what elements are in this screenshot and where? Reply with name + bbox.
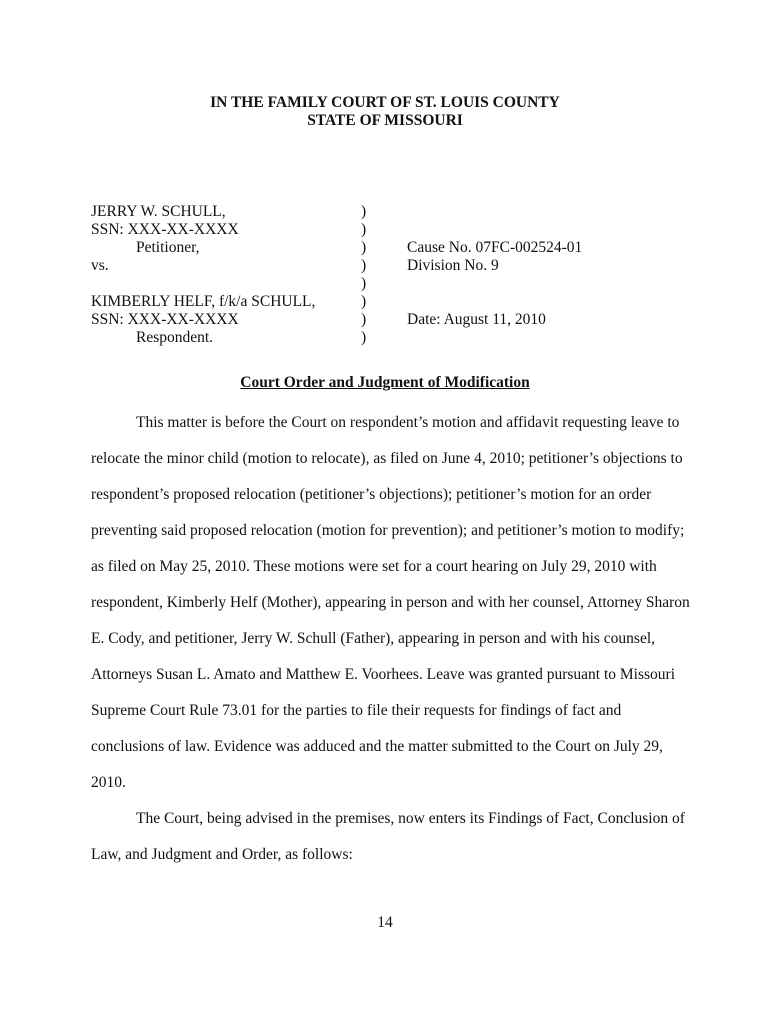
caption-paren: ) <box>361 275 367 292</box>
body-line: E. Cody, and petitioner, Jerry W. Schull (Father), appearing in person and with his counsel, <box>91 630 656 647</box>
petitioner-role: Petitioner, <box>136 239 200 256</box>
body-line: conclusions of law. Evidence was adduced and the matter submitted to the Court on July 29, <box>91 738 663 755</box>
caption-paren: ) <box>361 311 367 328</box>
respondent-name: KIMBERLY HELF, f/k/a SCHULL, <box>91 293 316 310</box>
body-line: relocate the minor child (motion to relocate), as filed on June 4, 2010; petitioner’s objections to <box>91 450 683 467</box>
body-line: Attorneys Susan L. Amato and Matthew E. Voorhees. Leave was granted pursuant to Missouri <box>91 666 676 683</box>
page-number: 14 <box>377 914 393 931</box>
caption-paren: ) <box>361 257 367 274</box>
respondent-role: Respondent. <box>136 329 214 346</box>
body-line: This matter is before the Court on respondent’s motion and affidavit requesting leave to <box>136 414 680 431</box>
body-line: respondent’s proposed relocation (petitioner’s objections); petitioner’s motion for an order <box>91 486 652 503</box>
caption-paren: ) <box>361 203 367 220</box>
court-heading-line1: IN THE FAMILY COURT OF ST. LOUIS COUNTY <box>210 94 560 111</box>
order-date: Date: August 11, 2010 <box>407 311 546 328</box>
caption-paren: ) <box>361 293 367 310</box>
caption-paren: ) <box>361 221 367 238</box>
cause-number: Cause No. 07FC-002524-01 <box>407 239 583 256</box>
versus-label: vs. <box>91 257 109 274</box>
body-line: 2010. <box>91 774 126 791</box>
body-line: Law, and Judgment and Order, as follows: <box>91 846 353 863</box>
body-line: The Court, being advised in the premises, now enters its Findings of Fact, Conclusion of <box>136 810 685 827</box>
body-line: Supreme Court Rule 73.01 for the parties to file their requests for findings of fact and <box>91 702 622 719</box>
body-line: preventing said proposed relocation (motion for prevention); and petitioner’s motion to modify; <box>91 522 685 539</box>
respondent-ssn: SSN: XXX-XX-XXXX <box>91 311 239 328</box>
body-line: respondent, Kimberly Helf (Mother), appearing in person and with her counsel, Attorney Sharon <box>91 594 690 611</box>
document-title: Court Order and Judgment of Modification <box>240 374 530 391</box>
court-heading-line2: STATE OF MISSOURI <box>307 112 463 129</box>
caption-paren: ) <box>361 329 367 346</box>
petitioner-name: JERRY W. SCHULL, <box>91 203 226 220</box>
petitioner-ssn: SSN: XXX-XX-XXXX <box>91 221 239 238</box>
caption-paren: ) <box>361 239 367 256</box>
body-line: as filed on May 25, 2010. These motions were set for a court hearing on July 29, 2010 with <box>91 558 657 575</box>
division-number: Division No. 9 <box>407 257 499 274</box>
